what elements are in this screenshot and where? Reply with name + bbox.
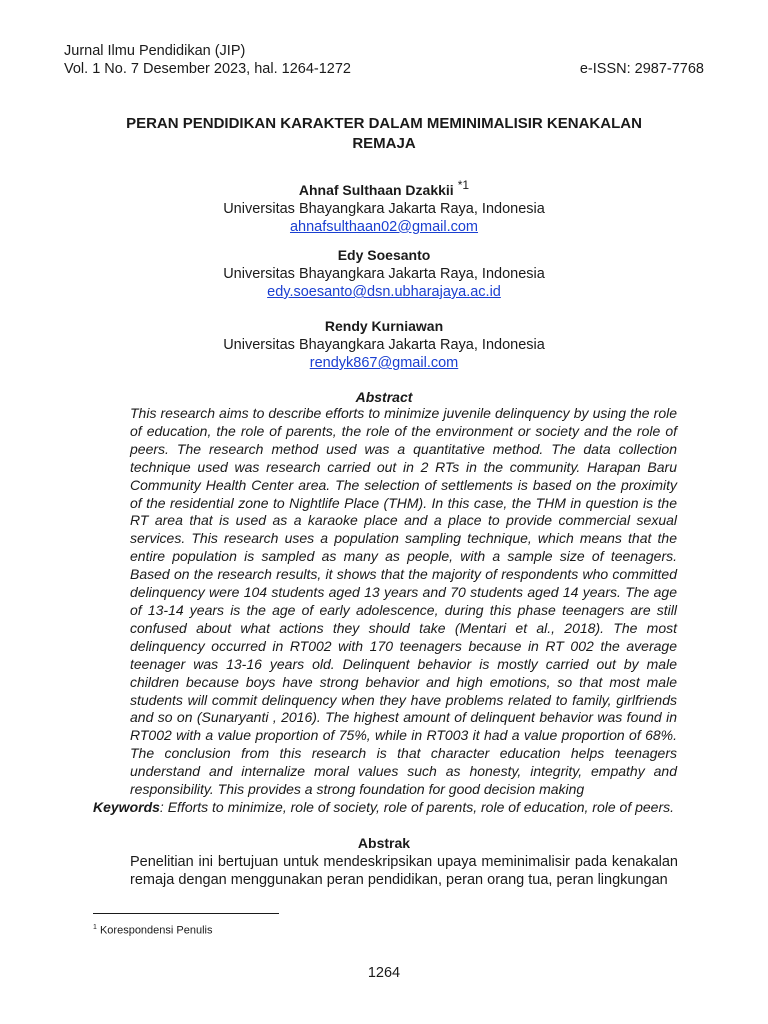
author-block-1 [0,176,768,236]
author-affiliation: Universitas Bhayangkara Jakarta Raya, Indonesia [223,200,545,217]
author-marker: *1 [457,178,470,192]
author-name: Ahnaf Sulthaan Dzakkii [298,181,454,198]
author-email-link[interactable]: ahnafsulthaan02@gmail.com [289,218,479,235]
author-name: Rendy Kurniawan [324,318,444,334]
volume-info: Vol. 1 No. 7 Desember 2023, hal. 1264-1272 [64,61,351,77]
issn: e-ISSN: 2987-7768 [579,61,704,77]
abstrak-text: Penelitian ini bertujuan untuk mendeskripsikan upaya meminimalisir pada kenakalan remaja dengan menggunakan peran pendidikan, peran orang tua, peran lingkungan [130,854,678,888]
footnote-divider [93,913,279,914]
author-block-3 [0,317,768,372]
author-affiliation: Universitas Bhayangkara Jakarta Raya, Indonesia [223,337,545,353]
keywords-label: Keywords [93,799,160,815]
author-email-link[interactable]: rendyk867@gmail.com [309,355,459,371]
footnote-marker: 1 [93,924,97,931]
author-block-2 [0,246,768,301]
keywords-text: : Efforts to minimize, role of society, role of parents, role of education, role of peers. [159,799,675,815]
abstract-heading: Abstract [355,389,413,405]
paper-title: PERAN PENDIDIKAN KARAKTER DALAM MEMINIMALISIR KENAKALAN REMAJA [126,115,642,152]
footnote-text: Korespondensi Penulis [96,924,213,937]
abstract-text: This research aims to describe efforts to minimize juvenile delinquency by using the role of education, the role of parents, the role of the environment or society and the role of peers. The research method used was a quantitative method. The data collection technique used was research carried out in 2 RTs in the community. Harapan Baru Community Health Center area. The selection of settlements is based on the proximity of the residential zone to Nightlife Place (THM). In this case, the THM in question is the RT area that is used as a karaoke place and a place to provide commercial sexual services. This research uses a population sampling technique, which means that the entire population is sampled as many as people, with a sample size of teenagers. Based on the research results, it shows that the majority of respondents who committed delinquency were 104 students aged 13 years and 70 students aged 14 years. The age of 13-14 years is the age of early adolescence, during this phase teenagers are still confused about what actions they should take (Mentari et al., 2018). The most delinquency occurred in RT002 with 170 teenagers because in RT 002 the average teenager was 13-16 years old. Delinquent behavior is mostly carried out by male children because boys have strong behavior and high emotions, so that most male students will commit delinquency when they have problems related to family, girlfriends and so on (Sunaryanti , 2016). The highest amount of delinquent behavior was found in RT002 with a value proportion of 75%, while in RT003 it had a value proportion of 68%. The conclusion from this research is that character education helps teenagers understand and internalize moral values such as honesty, integrity, empathy and responsibility. This provides a strong foundation for good decision making [130,405,677,798]
journal-name: Jurnal Ilmu Pendidikan (JIP) [64,43,246,59]
author-email-link[interactable]: edy.soesanto@dsn.ubharajaya.ac.id [267,284,501,300]
footnote [93,921,212,938]
page-number: 1264 [367,965,401,981]
journal-header [64,42,351,78]
author-affiliation: Universitas Bhayangkara Jakarta Raya, Indonesia [223,266,545,282]
abstrak-heading: Abstrak [357,835,411,851]
author-name: Edy Soesanto [337,247,431,263]
keywords-line [93,798,693,816]
